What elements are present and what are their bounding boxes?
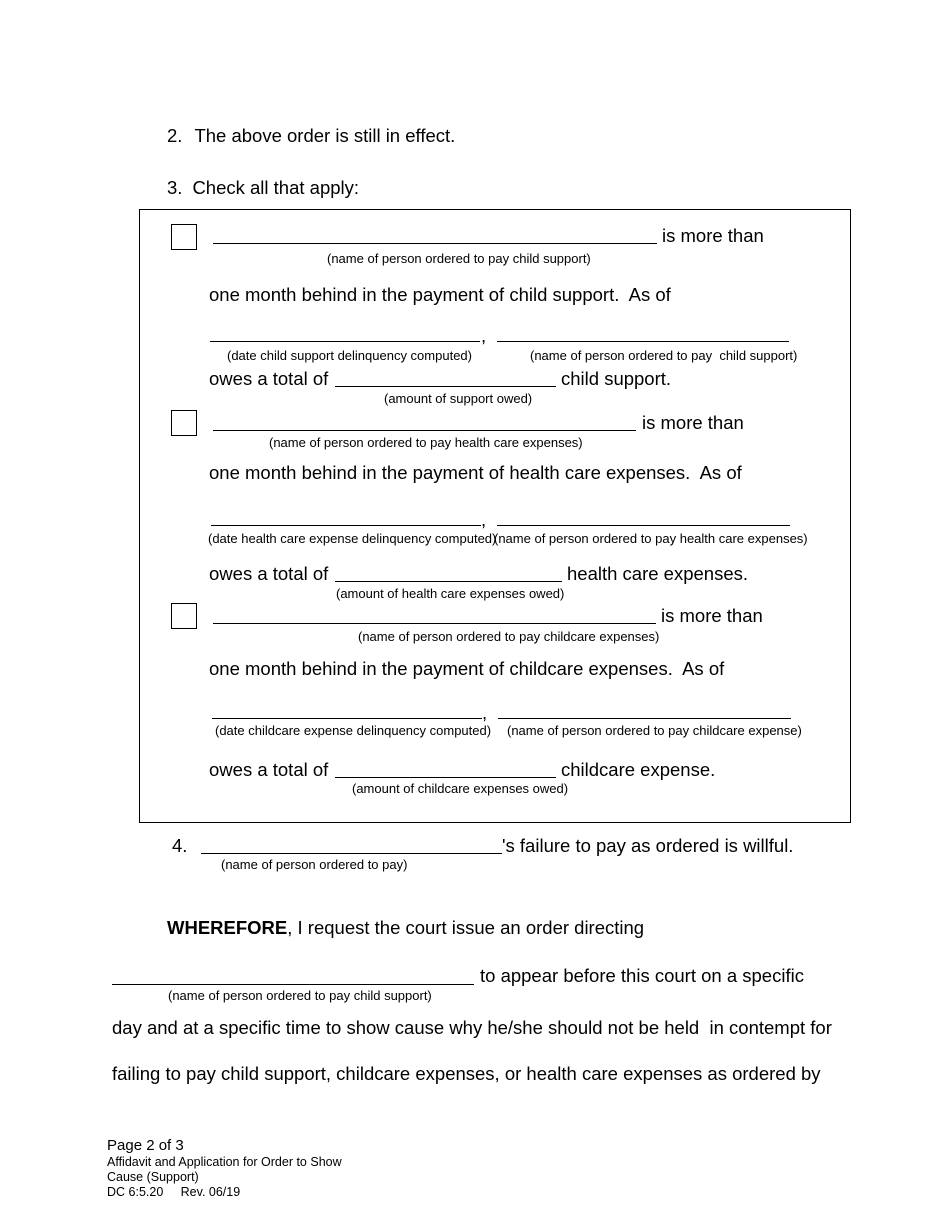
wherefore-bold: WHEREFORE bbox=[167, 917, 288, 938]
wherefore-name-caption: (name of person ordered to pay child support) bbox=[168, 988, 432, 1003]
health-care-behind-text: one month behind in the payment of health care expenses. As of bbox=[209, 462, 742, 483]
footer-form-id: DC 6:5.20 Rev. 06/19 bbox=[107, 1185, 241, 1199]
childcare-amount-caption: (amount of childcare expenses owed) bbox=[352, 781, 569, 796]
childcare-name2-caption: (name of person ordered to pay childcare expense) bbox=[507, 723, 802, 738]
health-care-name-line[interactable] bbox=[213, 430, 636, 431]
child-support-is-more-than: is more than bbox=[662, 225, 764, 246]
item-4-name-line[interactable] bbox=[201, 853, 502, 854]
health-care-name2-line[interactable] bbox=[497, 525, 790, 526]
child-support-amount-caption: (amount of support owed) bbox=[384, 391, 533, 406]
wherefore-rest: , I request the court issue an order directing bbox=[287, 917, 645, 938]
childcare-name-caption: (name of person ordered to pay childcare expenses) bbox=[358, 629, 660, 644]
child-support-checkbox[interactable] bbox=[171, 224, 197, 250]
item-4-caption: (name of person ordered to pay) bbox=[221, 857, 408, 872]
footer-title-2: Cause (Support) bbox=[107, 1170, 199, 1184]
child-support-name2-caption: (name of person ordered to pay child support) bbox=[530, 348, 798, 363]
footer-page-number: Page 2 of 3 bbox=[107, 1137, 184, 1154]
item-3 bbox=[167, 177, 359, 199]
health-care-owes-prefix: owes a total of bbox=[209, 563, 329, 584]
child-support-date-line[interactable] bbox=[210, 341, 480, 342]
item-2-number: 2. bbox=[167, 125, 183, 146]
wherefore-line-3: day and at a specific time to show cause why he/she should not be held in contempt for bbox=[112, 1017, 832, 1038]
wherefore-line bbox=[167, 917, 644, 939]
health-care-checkbox[interactable] bbox=[171, 410, 197, 436]
child-support-owes-prefix: owes a total of bbox=[209, 368, 329, 389]
health-care-is-more-than: is more than bbox=[642, 412, 744, 433]
item-2 bbox=[167, 125, 455, 147]
childcare-checkbox[interactable] bbox=[171, 603, 197, 629]
health-care-name2-caption: (name of person ordered to pay health care expenses) bbox=[494, 531, 808, 546]
child-support-name-caption: (name of person ordered to pay child support) bbox=[327, 251, 591, 266]
item-4-number: 4. bbox=[172, 835, 188, 856]
wherefore-name-line[interactable] bbox=[112, 984, 474, 985]
item-4-suffix: 's failure to pay as ordered is willful. bbox=[502, 835, 794, 856]
childcare-comma: , bbox=[482, 702, 488, 723]
child-support-behind-text: one month behind in the payment of child support. As of bbox=[209, 284, 671, 305]
childcare-date-caption: (date childcare expense delinquency computed) bbox=[215, 723, 492, 738]
childcare-is-more-than: is more than bbox=[661, 605, 763, 626]
child-support-comma: , bbox=[481, 325, 487, 346]
item-3-number: 3. bbox=[167, 177, 183, 198]
child-support-owes-suffix: child support. bbox=[561, 368, 672, 389]
health-care-amount-line[interactable] bbox=[335, 581, 562, 582]
childcare-behind-text: one month behind in the payment of childcare expenses. As of bbox=[209, 658, 725, 679]
child-support-name2-line[interactable] bbox=[497, 341, 789, 342]
health-care-amount-caption: (amount of health care expenses owed) bbox=[336, 586, 565, 601]
health-care-date-line[interactable] bbox=[211, 525, 481, 526]
child-support-name-line[interactable] bbox=[213, 243, 657, 244]
health-care-owes-suffix: health care expenses. bbox=[567, 563, 749, 584]
health-care-date-caption: (date health care expense delinquency computed) bbox=[208, 531, 497, 546]
item-2-text: The above order is still in effect. bbox=[194, 125, 456, 146]
child-support-date-caption: (date child support delinquency computed) bbox=[227, 348, 472, 363]
childcare-owes-prefix: owes a total of bbox=[209, 759, 329, 780]
health-care-name-caption: (name of person ordered to pay health care expenses) bbox=[269, 435, 583, 450]
childcare-owes-suffix: childcare expense. bbox=[561, 759, 716, 780]
wherefore-line-4: failing to pay child support, childcare expenses, or health care expenses as ordered by bbox=[112, 1063, 821, 1084]
child-support-amount-line[interactable] bbox=[335, 386, 556, 387]
item-3-text: Check all that apply: bbox=[192, 177, 360, 198]
childcare-amount-line[interactable] bbox=[335, 777, 556, 778]
wherefore-appear-text: to appear before this court on a specific bbox=[480, 965, 804, 986]
childcare-name2-line[interactable] bbox=[498, 718, 791, 719]
childcare-name-line[interactable] bbox=[213, 623, 656, 624]
health-care-comma: , bbox=[481, 509, 487, 530]
childcare-date-line[interactable] bbox=[212, 718, 482, 719]
footer-title-1: Affidavit and Application for Order to Show bbox=[107, 1155, 342, 1169]
